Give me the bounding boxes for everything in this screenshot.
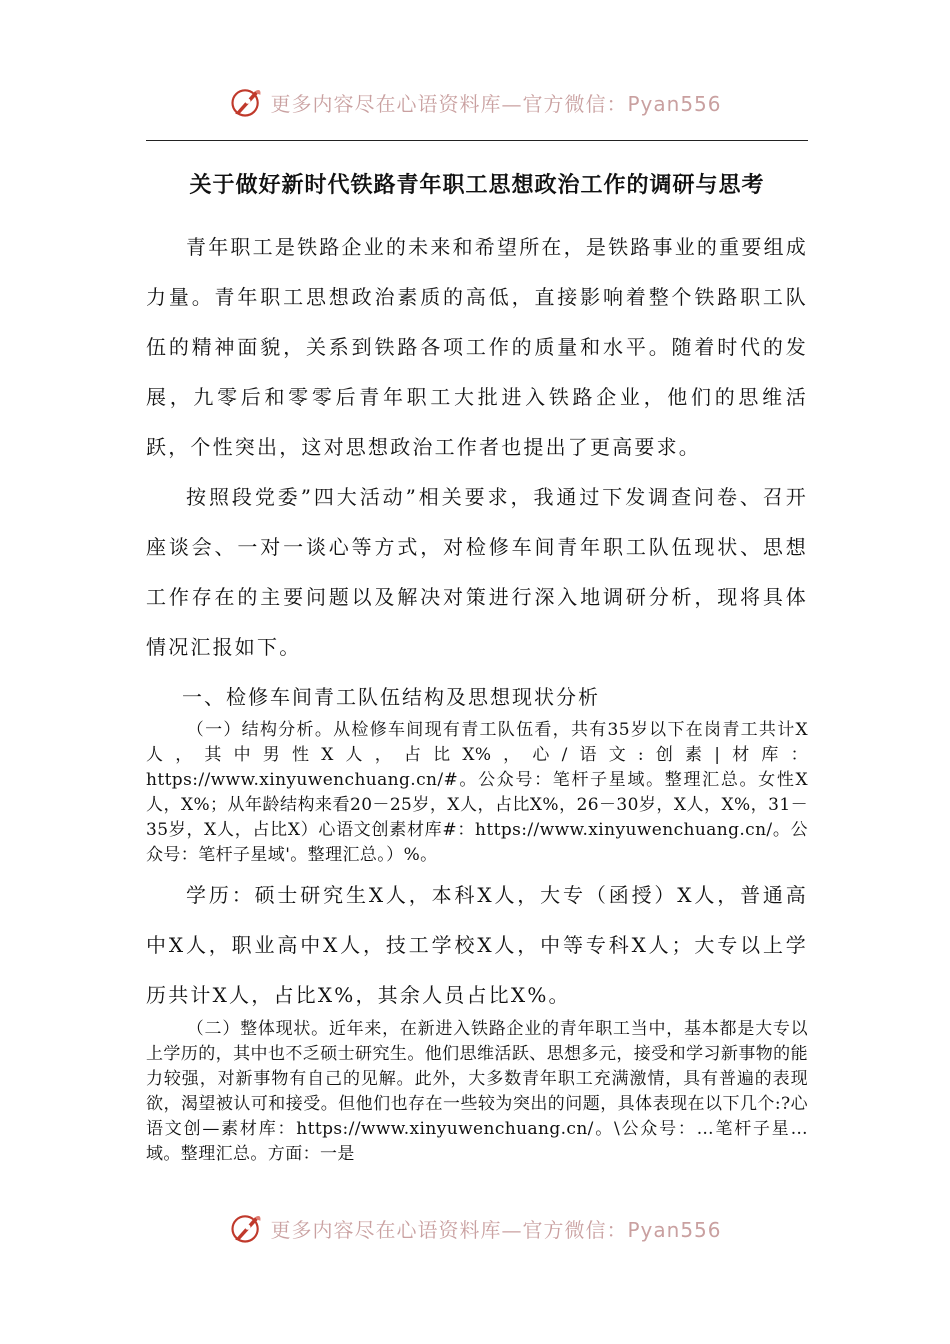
paragraph-structure-analysis: （一）结构分析。从检修车间现有青工队伍看，共有35岁以下在岗青工共计X人，其中男性X人，占比X%，心/语文:创素|材库：https://www.xinyuwenchuang.cn/#。公众号：笔杆子星域。整理汇总。女性X人，X%；从年龄结构来看20－25岁，X人，占比X%，26－30岁，X人，X%，31－35岁，X人，占比X）心语文创素材库#：https://www.xinyuwenchuang.cn/。公众号：笔杆子星域'。整理汇总。）%。 [146,720,808,865]
paragraph-education: 学历：硕士研究生X人，本科X人，大专（函授）X人，普通高中X人，职业高中X人，技工学校X人，中等专科X人；大专以上学历共计X人，占比X%，其余人员占比X%。 [146,883,808,1007]
quill-logo-icon [228,1210,264,1246]
section-heading-1: 一、检修车间青工队伍结构及思想现状分析 [182,685,600,709]
paragraph-2: 按照段党委”四大活动”相关要求，我通过下发调查问卷、召开座谈会、一对一谈心等方式，对检修车间青年职工队伍现状、思想工作存在的主要问题以及解决对策进行深入地调研分析，现将具体情况汇报如下。 [146,485,808,659]
paragraph-overall-status: （二）整体现状。近年来，在新进入铁路企业的青年职工当中，基本都是大专以上学历的，其中也不乏硕士研究生。他们思维活跃、思想多元，接受和学习新事物的能力较强，对新事物有自己的见解。此外，大多数青年职工充满激情，具有普遍的表现欲，渴望被认可和接受。但他们也存在一些较为突出的问题，具体表现在以下几个:?心语文创—素材库：https://www.xinyuwenchuang.cn/。\公众号：…笔杆子星…域。整理汇总。方面：一是 [146,1019,808,1164]
header-divider [146,140,808,141]
header-banner-text [270,88,721,117]
footer-banner-en: Pyan556 [627,1217,722,1242]
document-title: 关于做好新时代铁路青年职工思想政治工作的调研与思考 [189,172,765,198]
header-banner-cn: 更多内容尽在心语资料库—官方微信： [270,91,628,116]
footer-banner [0,1208,950,1248]
header-banner [0,82,950,122]
header-banner-en: Pyan556 [627,91,722,116]
footer-banner-cn: 更多内容尽在心语资料库—官方微信： [270,1217,628,1242]
quill-logo-icon [228,84,264,120]
footer-banner-text [270,1214,721,1243]
paragraph-1: 青年职工是铁路企业的未来和希望所在，是铁路事业的重要组成力量。青年职工思想政治素质的高低，直接影响着整个铁路职工队伍的精神面貌，关系到铁路各项工作的质量和水平。随着时代的发展，九零后和零零后青年职工大批进入铁路企业，他们的思维活跃，个性突出，这对思想政治工作者也提出了更高要求。 [146,235,808,459]
